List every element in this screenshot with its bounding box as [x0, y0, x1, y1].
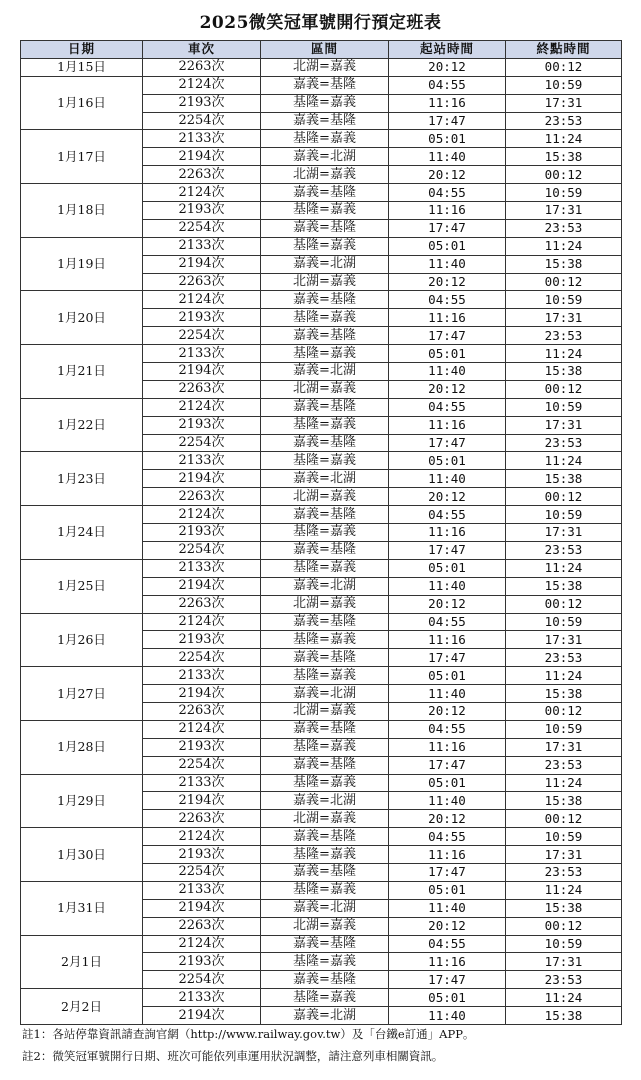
train-number-cell: 2124次: [143, 76, 261, 94]
arrive-time-cell: 15:38: [506, 148, 622, 166]
footnote-2: 註2：微笑冠軍號開行日期、班次可能依列車運用狀況調整，請注意列車相關資訊。: [22, 1049, 444, 1063]
date-cell: 1月28日: [21, 720, 143, 774]
arrive-time-cell: 15:38: [506, 1007, 622, 1025]
route-cell: 嘉義=基隆: [261, 398, 389, 416]
arrive-time-cell: 17:31: [506, 524, 622, 542]
arrive-time-cell: 10:59: [506, 398, 622, 416]
depart-time-cell: 11:16: [389, 631, 506, 649]
route-cell: 嘉義=基隆: [261, 112, 389, 130]
route-cell: 嘉義=北湖: [261, 470, 389, 488]
header-date: 日期: [21, 41, 143, 59]
date-cell: 2月1日: [21, 935, 143, 989]
route-cell: 嘉義=基隆: [261, 720, 389, 738]
arrive-time-cell: 17:31: [506, 94, 622, 112]
route-cell: 嘉義=基隆: [261, 971, 389, 989]
date-cell: 1月20日: [21, 291, 143, 345]
train-number-cell: 2194次: [143, 899, 261, 917]
train-number-cell: 2254次: [143, 971, 261, 989]
route-cell: 嘉義=基隆: [261, 828, 389, 846]
arrive-time-cell: 23:53: [506, 112, 622, 130]
arrive-time-cell: 00:12: [506, 58, 622, 76]
route-cell: 基隆=嘉義: [261, 953, 389, 971]
route-cell: 基隆=嘉義: [261, 94, 389, 112]
route-cell: 北湖=嘉義: [261, 917, 389, 935]
table-row: [21, 989, 622, 1007]
date-cell: 1月26日: [21, 613, 143, 667]
route-cell: 北湖=嘉義: [261, 380, 389, 398]
arrive-time-cell: 00:12: [506, 273, 622, 291]
route-cell: 基隆=嘉義: [261, 846, 389, 864]
arrive-time-cell: 11:24: [506, 774, 622, 792]
table-row: [21, 720, 622, 738]
table-row: [21, 398, 622, 416]
depart-time-cell: 11:16: [389, 94, 506, 112]
table-row: [21, 881, 622, 899]
route-cell: 嘉義=基隆: [261, 541, 389, 559]
route-cell: 基隆=嘉義: [261, 452, 389, 470]
train-number-cell: 2194次: [143, 148, 261, 166]
depart-time-cell: 20:12: [389, 488, 506, 506]
depart-time-cell: 11:40: [389, 899, 506, 917]
train-number-cell: 2254次: [143, 649, 261, 667]
train-number-cell: 2124次: [143, 613, 261, 631]
table-row: [21, 237, 622, 255]
arrive-time-cell: 17:31: [506, 631, 622, 649]
train-number-cell: 2124次: [143, 398, 261, 416]
depart-time-cell: 04:55: [389, 506, 506, 524]
depart-time-cell: 04:55: [389, 720, 506, 738]
depart-time-cell: 11:40: [389, 363, 506, 381]
train-number-cell: 2263次: [143, 58, 261, 76]
route-cell: 嘉義=北湖: [261, 1007, 389, 1025]
train-number-cell: 2193次: [143, 94, 261, 112]
table-row: [21, 76, 622, 94]
train-number-cell: 2133次: [143, 130, 261, 148]
depart-time-cell: 17:47: [389, 541, 506, 559]
footnotes: [22, 1023, 632, 1067]
arrive-time-cell: 15:38: [506, 685, 622, 703]
depart-time-cell: 04:55: [389, 291, 506, 309]
depart-time-cell: 11:40: [389, 1007, 506, 1025]
train-number-cell: 2263次: [143, 488, 261, 506]
train-number-cell: 2133次: [143, 774, 261, 792]
table-row: [21, 184, 622, 202]
arrive-time-cell: 11:24: [506, 881, 622, 899]
route-cell: 基隆=嘉義: [261, 559, 389, 577]
train-number-cell: 2254次: [143, 541, 261, 559]
train-number-cell: 2133次: [143, 881, 261, 899]
route-cell: 嘉義=北湖: [261, 577, 389, 595]
table-row: [21, 667, 622, 685]
date-cell: 1月29日: [21, 774, 143, 828]
arrive-time-cell: 11:24: [506, 559, 622, 577]
route-cell: 北湖=嘉義: [261, 273, 389, 291]
train-number-cell: 2124次: [143, 291, 261, 309]
header-route: 區間: [261, 41, 389, 59]
depart-time-cell: 11:16: [389, 524, 506, 542]
route-cell: 基隆=嘉義: [261, 309, 389, 327]
schedule-table: [20, 40, 622, 1025]
depart-time-cell: 17:47: [389, 327, 506, 345]
arrive-time-cell: 17:31: [506, 309, 622, 327]
depart-time-cell: 04:55: [389, 828, 506, 846]
date-cell: 1月27日: [21, 667, 143, 721]
depart-time-cell: 05:01: [389, 774, 506, 792]
depart-time-cell: 17:47: [389, 112, 506, 130]
route-cell: 基隆=嘉義: [261, 202, 389, 220]
arrive-time-cell: 17:31: [506, 846, 622, 864]
route-cell: 嘉義=基隆: [261, 649, 389, 667]
depart-time-cell: 04:55: [389, 398, 506, 416]
train-number-cell: 2193次: [143, 738, 261, 756]
depart-time-cell: 11:16: [389, 309, 506, 327]
arrive-time-cell: 10:59: [506, 291, 622, 309]
train-number-cell: 2263次: [143, 273, 261, 291]
arrive-time-cell: 11:24: [506, 452, 622, 470]
depart-time-cell: 20:12: [389, 273, 506, 291]
arrive-time-cell: 00:12: [506, 810, 622, 828]
train-number-cell: 2124次: [143, 828, 261, 846]
arrive-time-cell: 17:31: [506, 953, 622, 971]
arrive-time-cell: 11:24: [506, 345, 622, 363]
header-depart: 起站時間: [389, 41, 506, 59]
train-number-cell: 2254次: [143, 434, 261, 452]
depart-time-cell: 05:01: [389, 345, 506, 363]
depart-time-cell: 05:01: [389, 559, 506, 577]
depart-time-cell: 20:12: [389, 166, 506, 184]
train-number-cell: 2263次: [143, 166, 261, 184]
depart-time-cell: 20:12: [389, 58, 506, 76]
arrive-time-cell: 23:53: [506, 756, 622, 774]
route-cell: 基隆=嘉義: [261, 667, 389, 685]
train-number-cell: 2194次: [143, 470, 261, 488]
train-number-cell: 2193次: [143, 416, 261, 434]
depart-time-cell: 17:47: [389, 219, 506, 237]
train-number-cell: 2254次: [143, 756, 261, 774]
route-cell: 基隆=嘉義: [261, 416, 389, 434]
route-cell: 基隆=嘉義: [261, 524, 389, 542]
arrive-time-cell: 11:24: [506, 237, 622, 255]
train-number-cell: 2254次: [143, 327, 261, 345]
route-cell: 嘉義=基隆: [261, 76, 389, 94]
date-cell: 1月19日: [21, 237, 143, 291]
route-cell: 基隆=嘉義: [261, 237, 389, 255]
arrive-time-cell: 00:12: [506, 488, 622, 506]
arrive-time-cell: 11:24: [506, 130, 622, 148]
route-cell: 嘉義=北湖: [261, 363, 389, 381]
table-row: [21, 58, 622, 76]
arrive-time-cell: 15:38: [506, 363, 622, 381]
train-number-cell: 2133次: [143, 559, 261, 577]
route-cell: 嘉義=基隆: [261, 863, 389, 881]
train-number-cell: 2193次: [143, 309, 261, 327]
train-number-cell: 2194次: [143, 792, 261, 810]
depart-time-cell: 17:47: [389, 971, 506, 989]
route-cell: 嘉義=北湖: [261, 792, 389, 810]
route-cell: 基隆=嘉義: [261, 738, 389, 756]
arrive-time-cell: 15:38: [506, 792, 622, 810]
depart-time-cell: 20:12: [389, 917, 506, 935]
route-cell: 嘉義=基隆: [261, 613, 389, 631]
depart-time-cell: 05:01: [389, 237, 506, 255]
train-number-cell: 2263次: [143, 380, 261, 398]
route-cell: 北湖=嘉義: [261, 595, 389, 613]
depart-time-cell: 04:55: [389, 76, 506, 94]
table-row: [21, 452, 622, 470]
depart-time-cell: 05:01: [389, 130, 506, 148]
train-number-cell: 2133次: [143, 237, 261, 255]
train-number-cell: 2193次: [143, 524, 261, 542]
depart-time-cell: 05:01: [389, 452, 506, 470]
arrive-time-cell: 10:59: [506, 506, 622, 524]
table-row: [21, 345, 622, 363]
train-number-cell: 2124次: [143, 720, 261, 738]
depart-time-cell: 05:01: [389, 881, 506, 899]
depart-time-cell: 20:12: [389, 380, 506, 398]
table-row: [21, 613, 622, 631]
date-cell: 1月15日: [21, 58, 143, 76]
arrive-time-cell: 23:53: [506, 327, 622, 345]
train-number-cell: 2254次: [143, 112, 261, 130]
route-cell: 嘉義=基隆: [261, 184, 389, 202]
header-train: 車次: [143, 41, 261, 59]
train-number-cell: 2194次: [143, 577, 261, 595]
train-number-cell: 2133次: [143, 452, 261, 470]
route-cell: 嘉義=北湖: [261, 255, 389, 273]
arrive-time-cell: 23:53: [506, 971, 622, 989]
train-number-cell: 2254次: [143, 219, 261, 237]
route-cell: 基隆=嘉義: [261, 881, 389, 899]
arrive-time-cell: 10:59: [506, 935, 622, 953]
table-row: [21, 774, 622, 792]
depart-time-cell: 11:16: [389, 846, 506, 864]
route-cell: 北湖=嘉義: [261, 810, 389, 828]
date-cell: 1月18日: [21, 184, 143, 238]
train-number-cell: 2194次: [143, 1007, 261, 1025]
route-cell: 嘉義=基隆: [261, 935, 389, 953]
arrive-time-cell: 15:38: [506, 899, 622, 917]
route-cell: 基隆=嘉義: [261, 631, 389, 649]
arrive-time-cell: 23:53: [506, 649, 622, 667]
train-number-cell: 2193次: [143, 953, 261, 971]
train-number-cell: 2193次: [143, 846, 261, 864]
date-cell: 1月17日: [21, 130, 143, 184]
train-number-cell: 2124次: [143, 935, 261, 953]
date-cell: 1月31日: [21, 881, 143, 935]
table-header-row: [21, 41, 622, 59]
depart-time-cell: 11:40: [389, 792, 506, 810]
depart-time-cell: 11:40: [389, 685, 506, 703]
arrive-time-cell: 15:38: [506, 470, 622, 488]
date-cell: 1月16日: [21, 76, 143, 130]
depart-time-cell: 17:47: [389, 756, 506, 774]
table-row: [21, 291, 622, 309]
arrive-time-cell: 00:12: [506, 702, 622, 720]
route-cell: 嘉義=基隆: [261, 291, 389, 309]
route-cell: 嘉義=北湖: [261, 899, 389, 917]
route-cell: 嘉義=基隆: [261, 506, 389, 524]
table-row: [21, 130, 622, 148]
date-cell: 2月2日: [21, 989, 143, 1025]
table-row: [21, 935, 622, 953]
train-number-cell: 2263次: [143, 595, 261, 613]
route-cell: 基隆=嘉義: [261, 130, 389, 148]
depart-time-cell: 05:01: [389, 989, 506, 1007]
route-cell: 嘉義=基隆: [261, 756, 389, 774]
depart-time-cell: 04:55: [389, 184, 506, 202]
depart-time-cell: 11:40: [389, 470, 506, 488]
train-number-cell: 2263次: [143, 917, 261, 935]
arrive-time-cell: 17:31: [506, 416, 622, 434]
route-cell: 北湖=嘉義: [261, 58, 389, 76]
schedule-body: [21, 58, 622, 1024]
table-row: [21, 559, 622, 577]
depart-time-cell: 17:47: [389, 863, 506, 881]
page-title: 2025微笑冠軍號開行預定班表: [199, 13, 442, 33]
train-number-cell: 2194次: [143, 685, 261, 703]
arrive-time-cell: 00:12: [506, 595, 622, 613]
route-cell: 嘉義=北湖: [261, 148, 389, 166]
arrive-time-cell: 10:59: [506, 720, 622, 738]
arrive-time-cell: 23:53: [506, 541, 622, 559]
arrive-time-cell: 17:31: [506, 738, 622, 756]
route-cell: 嘉義=基隆: [261, 327, 389, 345]
route-cell: 北湖=嘉義: [261, 488, 389, 506]
train-number-cell: 2194次: [143, 255, 261, 273]
route-cell: 基隆=嘉義: [261, 345, 389, 363]
date-cell: 1月21日: [21, 345, 143, 399]
table-row: [21, 506, 622, 524]
arrive-time-cell: 00:12: [506, 917, 622, 935]
table-row: [21, 828, 622, 846]
depart-time-cell: 05:01: [389, 667, 506, 685]
arrive-time-cell: 23:53: [506, 434, 622, 452]
arrive-time-cell: 23:53: [506, 219, 622, 237]
arrive-time-cell: 10:59: [506, 828, 622, 846]
route-cell: 基隆=嘉義: [261, 989, 389, 1007]
route-cell: 嘉義=基隆: [261, 219, 389, 237]
header-arrive: 終點時間: [506, 41, 622, 59]
arrive-time-cell: 23:53: [506, 863, 622, 881]
depart-time-cell: 20:12: [389, 810, 506, 828]
train-number-cell: 2124次: [143, 506, 261, 524]
depart-time-cell: 11:16: [389, 416, 506, 434]
date-cell: 1月23日: [21, 452, 143, 506]
route-cell: 嘉義=基隆: [261, 434, 389, 452]
date-cell: 1月30日: [21, 828, 143, 882]
depart-time-cell: 17:47: [389, 434, 506, 452]
route-cell: 嘉義=北湖: [261, 685, 389, 703]
footnote-1: 註1：各站停靠資訊請查詢官網（http://www.railway.gov.tw）及「台鐵e訂通」APP。: [22, 1027, 475, 1041]
depart-time-cell: 04:55: [389, 613, 506, 631]
arrive-time-cell: 00:12: [506, 166, 622, 184]
train-number-cell: 2193次: [143, 631, 261, 649]
arrive-time-cell: 17:31: [506, 202, 622, 220]
arrive-time-cell: 11:24: [506, 989, 622, 1007]
train-number-cell: 2194次: [143, 363, 261, 381]
route-cell: 基隆=嘉義: [261, 774, 389, 792]
arrive-time-cell: 15:38: [506, 577, 622, 595]
train-number-cell: 2254次: [143, 863, 261, 881]
depart-time-cell: 17:47: [389, 649, 506, 667]
train-number-cell: 2263次: [143, 810, 261, 828]
depart-time-cell: 11:16: [389, 202, 506, 220]
depart-time-cell: 20:12: [389, 702, 506, 720]
date-cell: 1月22日: [21, 398, 143, 452]
route-cell: 北湖=嘉義: [261, 702, 389, 720]
depart-time-cell: 20:12: [389, 595, 506, 613]
train-number-cell: 2133次: [143, 667, 261, 685]
arrive-time-cell: 10:59: [506, 613, 622, 631]
depart-time-cell: 11:40: [389, 577, 506, 595]
arrive-time-cell: 00:12: [506, 380, 622, 398]
arrive-time-cell: 10:59: [506, 184, 622, 202]
depart-time-cell: 04:55: [389, 935, 506, 953]
depart-time-cell: 11:16: [389, 953, 506, 971]
train-number-cell: 2133次: [143, 989, 261, 1007]
depart-time-cell: 11:40: [389, 148, 506, 166]
depart-time-cell: 11:16: [389, 738, 506, 756]
arrive-time-cell: 15:38: [506, 255, 622, 273]
route-cell: 北湖=嘉義: [261, 166, 389, 184]
arrive-time-cell: 10:59: [506, 76, 622, 94]
depart-time-cell: 11:40: [389, 255, 506, 273]
train-number-cell: 2133次: [143, 345, 261, 363]
train-number-cell: 2124次: [143, 184, 261, 202]
train-number-cell: 2193次: [143, 202, 261, 220]
date-cell: 1月24日: [21, 506, 143, 560]
date-cell: 1月25日: [21, 559, 143, 613]
arrive-time-cell: 11:24: [506, 667, 622, 685]
train-number-cell: 2263次: [143, 702, 261, 720]
